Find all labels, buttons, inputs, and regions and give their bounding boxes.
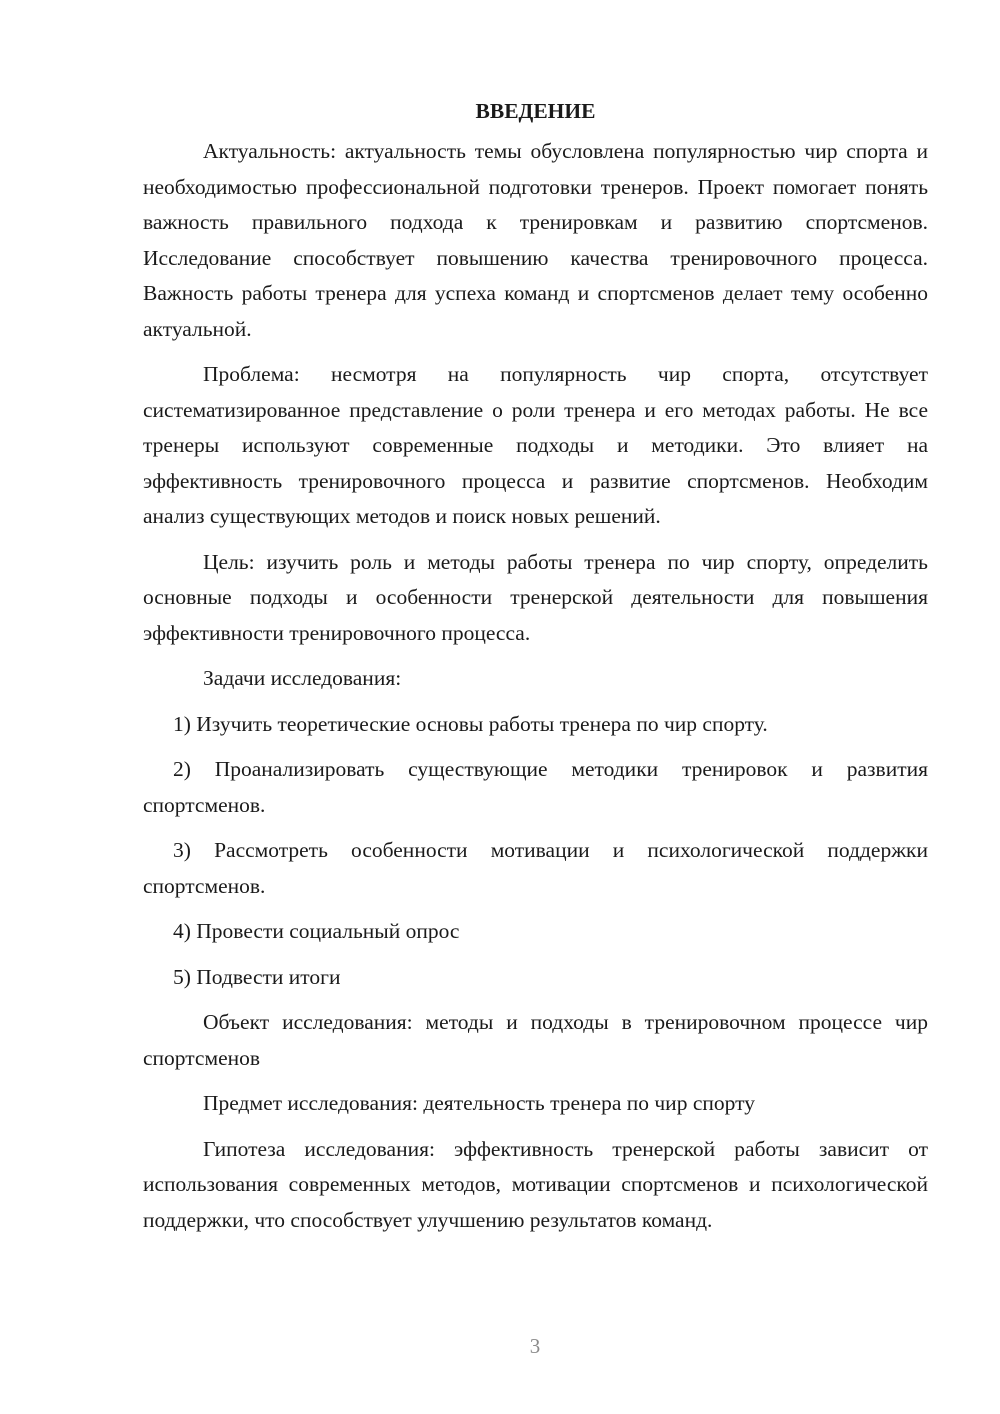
task-item-5: 5) Подвести итоги: [173, 964, 341, 989]
paragraph-relevance: Актуальность: актуальность темы обусловлена популярностью чир спорта и необходимостью профессиональной подготовки тренеров. Проект помогает понять важность правильного подхода к тренировкам и развитию спортсменов. Исследование способствует повышению качества тренировочного процесса. Важность работы тренера для успеха команд и спортсменов делает тему особенно актуальной.: [143, 139, 928, 341]
paragraph-hypothesis: Гипотеза исследования: эффективность тренерской работы зависит от использования современных методов, мотивации спортсменов и психологической поддержки, что способствует улучшению результатов команд.: [143, 1136, 928, 1232]
task-item-3: 3) Рассмотреть особенности мотивации и психологической поддержки спортсменов.: [143, 838, 928, 898]
task-item-4: 4) Провести социальный опрос: [173, 919, 460, 943]
task-item-1: 1) Изучить теоретические основы работы тренера по чир спорту.: [173, 711, 768, 736]
task-item-2: 2) Проанализировать существующие методики тренировок и развития спортсменов.: [143, 757, 928, 817]
paragraph-object: Объект исследования: методы и подходы в тренировочном процессе чир спортсменов: [143, 1010, 928, 1070]
paragraph-problem: Проблема: несмотря на популярность чир спорта, отсутствует систематизированное представление о роли тренера и его методах работы. Не все тренеры используют современные подходы и методики. Это влияет на эффективность тренировочного процесса и развитие спортсменов. Необходим анализ существующих методов и поиск новых решений.: [143, 362, 928, 528]
document-body: [143, 96, 928, 1248]
page-number: 3: [529, 1334, 541, 1358]
paragraph-goal: Цель: изучить роль и методы работы тренера по чир спорту, определить основные подходы и особенности тренерской деятельности для повышения эффективности тренировочного процесса.: [143, 549, 928, 645]
paragraph-tasks-heading: Задачи исследования:: [203, 666, 402, 690]
section-title: ВВЕДЕНИЕ: [475, 99, 596, 123]
paragraph-subject: Предмет исследования: деятельность тренера по чир спорту: [203, 1091, 755, 1115]
